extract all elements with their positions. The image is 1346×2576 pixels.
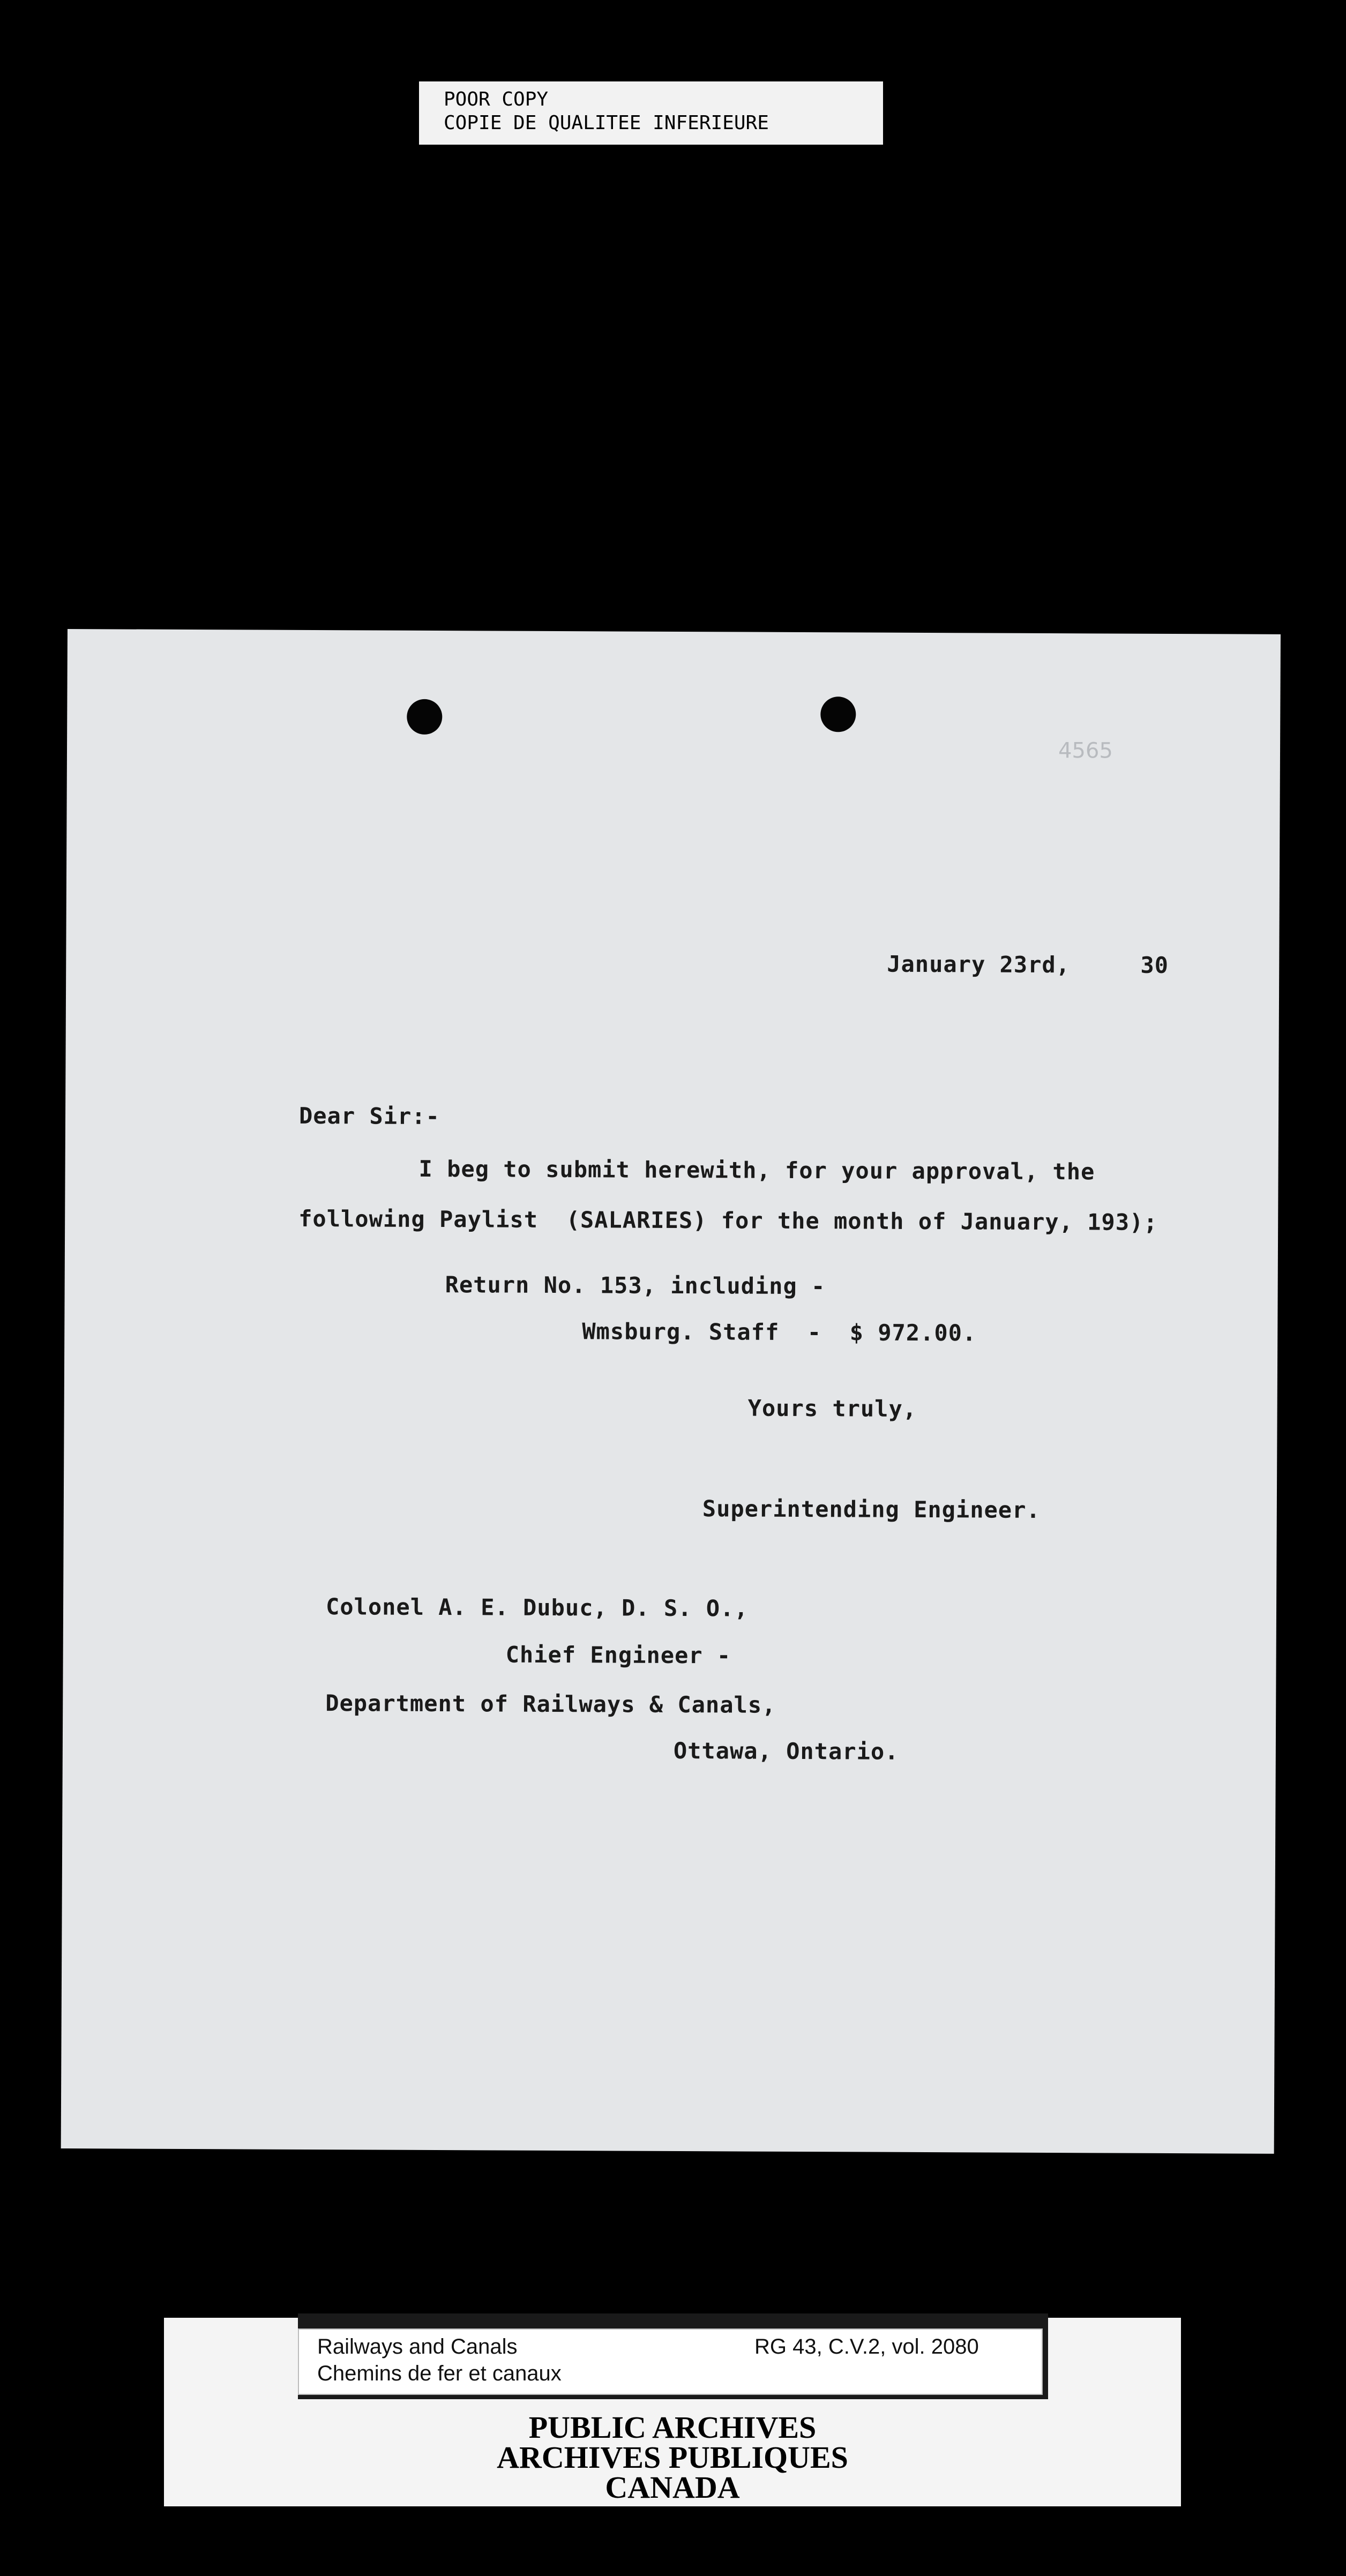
salutation: Dear Sir:- (298, 1102, 440, 1130)
archives-french: ARCHIVES PUBLIQUES (497, 2440, 848, 2475)
letter-date: January 23rd, 30 (887, 950, 1169, 978)
collection-label (298, 2328, 1043, 2395)
return-line: Return No. 153, including - (445, 1271, 826, 1300)
addressee-title: Chief Engineer - (505, 1641, 731, 1669)
poor-copy-stamp (419, 81, 883, 145)
stamp-line-2: COPIE DE QUALITEE INFERIEURE (444, 112, 769, 134)
archives-footer (164, 2318, 1181, 2506)
reference-number: RG 43, C.V.2, vol. 2080 (754, 2335, 979, 2358)
signature-title: Superintending Engineer. (702, 1495, 1041, 1523)
addressee-name: Colonel A. E. Dubuc, D. S. O., (325, 1593, 749, 1622)
body-line-2: following Paylist (SALARIES) for the month of January, 193); (298, 1205, 1158, 1235)
label-french: Chemins de fer et canaux (317, 2362, 562, 2385)
label-english: Railways and Canals (317, 2335, 518, 2358)
stamp-line-1: POOR COPY (444, 88, 549, 110)
punch-hole-right (820, 697, 856, 732)
country-name: CANADA (605, 2470, 740, 2505)
staff-amount-line: Wmsburg. Staff - $ 972.00. (582, 1318, 977, 1346)
addressee-department: Department of Railways & Canals, (325, 1690, 776, 1718)
punch-hole-left (407, 699, 442, 735)
body-line-1: I beg to submit herewith, for your approval, the (418, 1155, 1095, 1185)
letter-page (61, 629, 1281, 2154)
archive-number: 4565 (1058, 738, 1113, 763)
archives-english: PUBLIC ARCHIVES (528, 2410, 817, 2445)
closing: Yours truly, (747, 1395, 917, 1422)
addressee-city: Ottawa, Ontario. (673, 1737, 899, 1765)
